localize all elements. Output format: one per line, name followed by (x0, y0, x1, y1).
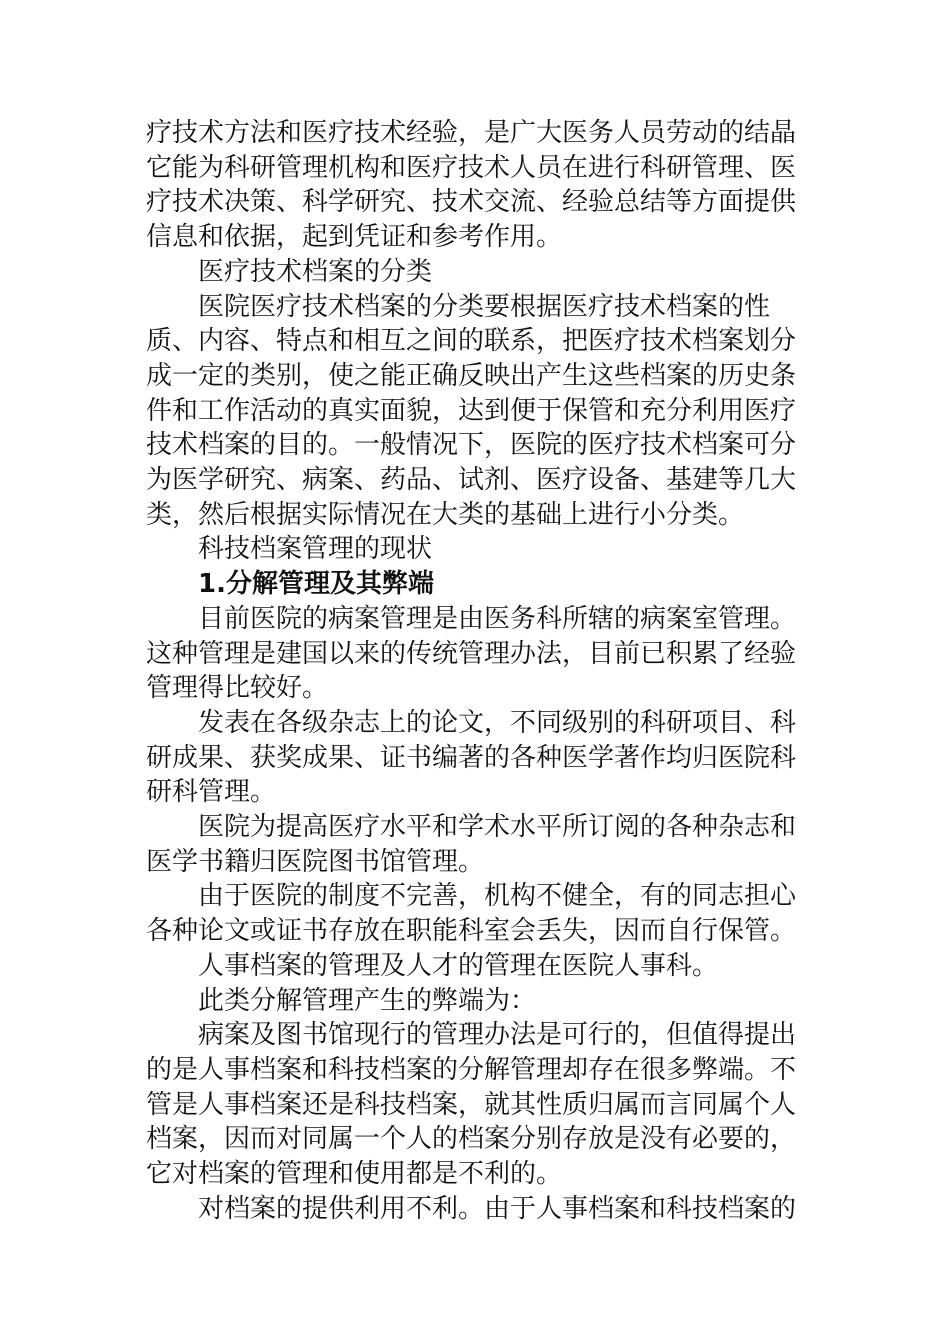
subheading-decentralized-management: 1.分解管理及其弊端 (198, 569, 434, 600)
paragraph-intro-continuation: 疗技术方法和医疗技术经验，是广大医务人员劳动的结晶它能为科研管理机构和医疗技术人员在进行科研管理、医疗技术决策、科学研究、技术交流、经验总结等方面提供信息和依据，起到凭证和参考作用。 (146, 118, 797, 253)
paragraph-self-keeping: 由于医院的制度不完善，机构不健全，有的同志担心各种论文或证书存放在职能科室会丢失，因而自行保管。 (146, 881, 797, 947)
paragraph-library: 医院为提高医疗水平和学术水平所订阅的各种杂志和医学书籍归医院图书馆管理。 (146, 812, 797, 877)
paragraph-drawbacks: 病案及图书馆现行的管理办法是可行的，但值得提出的是人事档案和科技档案的分解管理却存在很多弊端。不管是人事档案还是科技档案，就其性质归属而言同属个人档案，因而对同属一个人的档案分别存放是没有必要的，它对档案的管理和使用都是不利的。 (146, 1020, 797, 1190)
section-heading-status: 科技档案管理的现状 (198, 534, 433, 565)
paragraph-medical-records: 目前医院的病案管理是由医务科所辖的病案室管理。这种管理是建国以来的传统管理办法，目前已积累了经验管理得比较好。 (146, 603, 797, 704)
paragraph-research-papers: 发表在各级杂志上的论文，不同级别的科研项目、科研成果、获奖成果、证书编著的各种医学著作均归医院科研科管理。 (146, 707, 797, 808)
paragraph-classification: 医院医疗技术档案的分类要根据医疗技术档案的性质、内容、特点和相互之间的联系，把医疗技术档案划分成一定的类别，使之能正确反映出产生这些档案的历史条件和工作活动的真实面貌，达到便于保管和充分利用医疗技术档案的目的。一般情况下，医院的医疗技术档案可分为医学研究、病案、药品、试剂、医疗设备、基建等几大类，然后根据实际情况在大类的基础上进行小分类。 (146, 291, 797, 530)
paragraph-drawbacks-intro: 此类分解管理产生的弊端为： (198, 985, 537, 1016)
paragraph-utilization: 对档案的提供利用不利。由于人事档案和科技档案的 (198, 1193, 797, 1224)
document-body (146, 116, 816, 1227)
section-heading-classification: 医疗技术档案的分类 (198, 256, 433, 287)
paragraph-personnel: 人事档案的管理及人才的管理在医院人事科。 (198, 950, 719, 981)
